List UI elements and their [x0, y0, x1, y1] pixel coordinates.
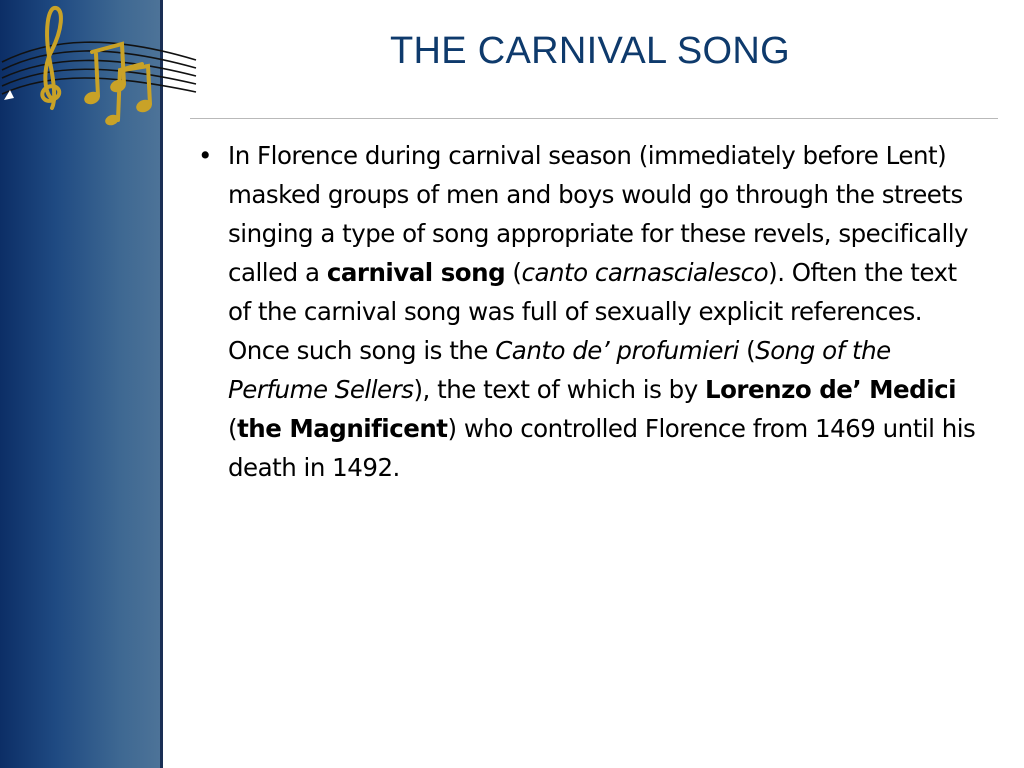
slide-title: THE CARNIVAL SONG [390, 30, 790, 72]
term-canto-carnascialesco: canto carnascialesco [521, 258, 769, 287]
song-title: Canto de’ profumieri [495, 336, 739, 365]
music-notes-icon [0, 0, 200, 135]
paragraph-text-4: ( [738, 336, 756, 365]
title-divider [190, 118, 998, 119]
bullet-item [190, 136, 990, 487]
author-name: Lorenzo de’ Medici [704, 375, 957, 404]
paragraph-text-2: ( [505, 258, 522, 287]
song-translation: Song of the Perfume Sellers [228, 336, 891, 404]
author-epithet: the Magnificent [237, 414, 448, 443]
paragraph-text-3: ). Often the text of the carnival song was full of sexually explicit references. Once such song is the [228, 258, 957, 365]
paragraph-text-6: ( [228, 414, 238, 443]
bullet-marker: • [198, 141, 213, 170]
bullet-paragraph [228, 136, 980, 487]
slide-body [190, 136, 990, 487]
paragraph-text-7: ) who controlled Florence from 1469 until his death in 1492. [228, 414, 976, 482]
paragraph-text-5: ), the text of which is by [413, 375, 705, 404]
term-carnival-song: carnival song [326, 258, 506, 287]
paragraph-text-1: In Florence during carnival season (immediately before Lent) masked groups of men and boys would go through the streets singing a type of song appropriate for these revels, specifically called a [228, 141, 969, 287]
